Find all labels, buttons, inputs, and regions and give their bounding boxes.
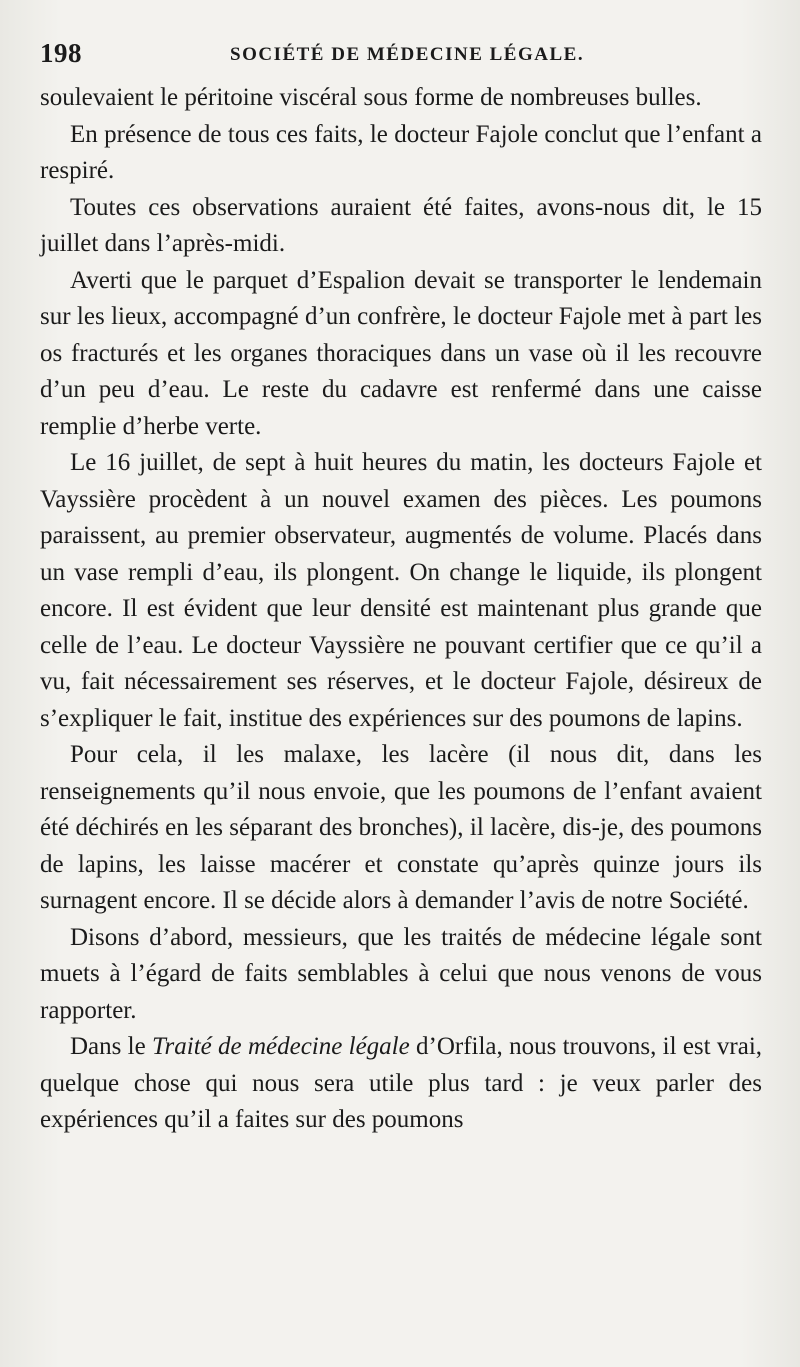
page-number: 198 xyxy=(40,38,82,68)
paragraph: Pour cela, il les malaxe, les lacère (il nous dit, dans les renseignements qu’il nous envoie, que les poumons de l’enfant avaient été déchirés en les séparant des bronches), il lacère, dis-je, des poumons de lapins, les laisse macérer et constate qu’après quinze jours ils surnagent encore. Il se décide alors à demander l’avis de notre Société. xyxy=(40,741,762,914)
paragraph: Le 16 juillet, de sept à huit heures du matin, les docteurs Fajole et Vayssière procèdent à un nouvel examen des pièces. Les poumons paraissent, au premier observateur, augmentés de volume. Placés dans un vase rempli d’eau, ils plongent. On change le liquide, ils plongent encore. Il est évident que leur densité est maintenant plus grande que celle de l’eau. Le docteur Vayssière ne pouvant certifier que ce qu’il a vu, fait nécessairement ses réserves, et le docteur Fajole, désireux de s’expliquer le fait, institue des expériences sur des poumons de lapins. xyxy=(40,449,762,732)
paragraph: Toutes ces observations auraient été faites, avons-nous dit, le 15 juillet dans l’après-midi. xyxy=(40,193,762,257)
text-span: d’Orfila, nous trouvons, il est vrai, quelque chose qui nous sera utile plus tard : je veux parler des expériences qu’il a faites sur des poumons xyxy=(40,1033,763,1133)
paragraph: Averti que le parquet d’Espalion devait se transporter le lendemain sur les lieux, accompagné d’un confrère, le docteur Fajole met à part les os fracturés et les organes thoraciques dans un vase où il les recouvre d’un peu d’eau. Le reste du cadavre est renfermé dans une caisse remplie d’herbe verte. xyxy=(40,266,762,440)
paragraph-continuation: soulevaient le péritoine viscéral sous forme de nombreuses bulles. xyxy=(40,84,702,111)
running-title: SOCIÉTÉ DE MÉDECINE LÉGALE. xyxy=(230,44,585,65)
paragraph: Disons d’abord, messieurs, que les traités de médecine légale sont muets à l’égard de faits semblables à celui que nous venons de vous rapporter. xyxy=(40,923,762,1024)
paragraph-with-citation xyxy=(40,1029,762,1139)
paragraph: En présence de tous ces faits, le docteur Fajole conclut que l’enfant a respiré. xyxy=(40,120,762,184)
text-span: Dans le xyxy=(70,1033,153,1060)
book-title-italic: Traité de médecine légale xyxy=(152,1033,410,1060)
running-head xyxy=(40,38,762,72)
body-text xyxy=(40,80,762,1139)
